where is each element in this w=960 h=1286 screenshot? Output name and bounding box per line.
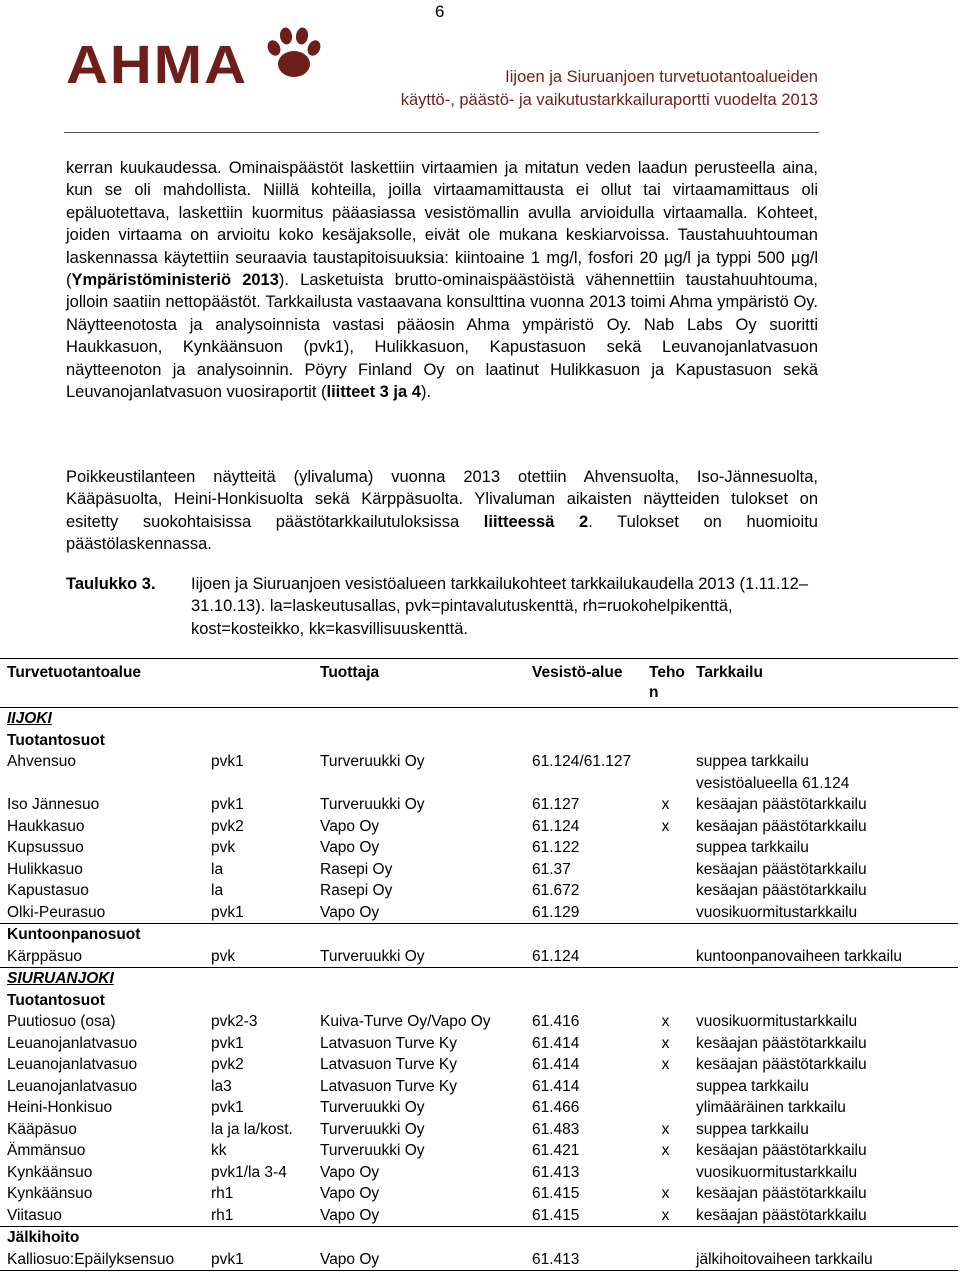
table-row: [0, 946, 958, 968]
water-area-cell: 61.129: [532, 903, 580, 921]
site-name-cell: Hulikkasuo: [7, 860, 83, 878]
table-row: [0, 1249, 958, 1271]
producer-cell: Rasepi Oy: [320, 882, 393, 899]
table-row: [0, 1119, 958, 1141]
site-name-cell: Kupsussuo: [7, 839, 84, 856]
monitoring-cell: suppea tarkkailu: [696, 839, 809, 856]
monitoring-cell: kesäajan päästötarkkailu: [696, 1142, 867, 1159]
section-name: SIURUANJOKI: [0, 968, 958, 990]
header-producer: Tuottaja: [320, 664, 380, 681]
table-group-row: [0, 1227, 958, 1249]
monitoring-sites-table: [0, 658, 958, 1271]
table-row: [0, 1054, 958, 1076]
site-type-cell: kk: [211, 1142, 227, 1159]
site-name-cell: Kapustasuo: [7, 882, 89, 899]
intensive-cell: x: [661, 796, 670, 813]
table-group-row: [0, 990, 958, 1012]
table-header-row: [0, 659, 958, 708]
site-name-cell: Kynkäänsuo: [7, 1185, 93, 1202]
site-name-cell: Iso Jännesuo: [7, 796, 100, 813]
header-intensive: [642, 659, 689, 708]
ahma-logo: [66, 22, 326, 94]
water-area-cell: 61.421: [532, 1142, 580, 1159]
section-name: IIJOKI: [0, 708, 958, 730]
monitoring-cell: kesäajan päästötarkkailu: [696, 1056, 867, 1073]
site-type-cell: pvk2: [211, 1056, 244, 1073]
site-type-cell: pvk2: [211, 817, 244, 835]
monitoring-cell: jälkihoitovaiheen tarkkailu: [689, 1249, 958, 1271]
site-type-cell: la: [211, 860, 224, 878]
water-area-cell: 61.413: [532, 1163, 580, 1181]
site-name-cell: Leuanojanlatvasuo: [7, 1056, 138, 1073]
producer-cell: Vapo Oy: [313, 1249, 525, 1271]
water-area-cell: 61.415: [532, 1206, 580, 1224]
table-row: [0, 751, 958, 794]
site-name-cell: Kynkäänsuo: [7, 1163, 93, 1181]
monitoring-cell: kesäajan päästötarkkailu: [696, 796, 867, 813]
water-area-cell: 61.124: [532, 817, 580, 835]
table-section-row: [0, 968, 958, 990]
paragraph-text: ). Lasketuista brutto-ominaispäästöistä vähennettiin taustahuuhtouma, jolloin saatiin nettopäästöt. Tarkkailusta vastaavana konsulttina vuonna 2013 toimi Ahma ympäristö Oy. Näytteenotosta ja analysoinnista vastasi pääosin Ahma ympäristö Oy. Nab Labs Oy suoritti Haukkasuon, Kynkäänsuon (pvk1), Hulikkasuon, Kapustasuon sekä Leuvanojanlatvasuon näytteenoton ja analysoinnin. Pöyry Finland Oy on laatinut Hulikkasuon ja Kapustasuon sekä Leuvanojanlatvasuon vuosiraportit (: [66, 271, 818, 402]
site-type-cell: pvk1: [211, 903, 244, 921]
monitoring-cell: [689, 751, 958, 794]
paragraph-exceptional-samples: [66, 466, 818, 556]
water-area-cell: 61.124/61.127: [532, 753, 632, 770]
water-area-cell: 61.413: [525, 1249, 642, 1271]
water-area-cell: 61.416: [532, 1013, 580, 1030]
table-group-row: [0, 730, 958, 752]
site-type-cell: pvk2-3: [211, 1013, 258, 1030]
producer-cell: Vapo Oy: [320, 1206, 380, 1224]
water-area-cell: 61.483: [532, 1120, 580, 1138]
site-type-cell: pvk: [211, 839, 236, 856]
site-type-cell: la3: [211, 1077, 232, 1095]
group-name: Jälkihoito: [0, 1227, 958, 1249]
intensive-cell: x: [661, 817, 670, 835]
paw-print-icon: [262, 22, 326, 86]
intensive-cell: [642, 1097, 689, 1119]
producer-cell: Turveruukki Oy: [320, 1099, 425, 1116]
monitoring-cell: kesäajan päästötarkkailu: [696, 860, 867, 878]
header-monitoring: Tarkkailu: [696, 664, 763, 681]
table-row: [0, 1076, 958, 1098]
site-type-cell: pvk: [211, 947, 236, 965]
header-line-1: Iijoen ja Siuruanjoen turvetuotantoalueiden: [505, 68, 818, 86]
monitoring-cell: kesäajan päästötarkkailu: [696, 1185, 867, 1202]
paragraph-text: . Tulokset on huomioitu päästölaskennassa.: [66, 512, 818, 554]
monitoring-cell: kuntoonpanovaiheen tarkkailu: [696, 947, 902, 965]
header-water-area-text: Vesistö-alue: [532, 664, 623, 681]
site-type-cell: la: [211, 882, 224, 899]
paragraph-text: Poikkeustilanteen näytteitä (ylivaluma) vuonna 2013 otettiin Ahvensuolta, Iso-Jännesuolta, Kääpäsuolta, Heini-Honkisuolta sekä Kärppäsuolta. Ylivaluman aikaisten näytteiden tulokset on esitetty suokohtaisissa päästötarkkailutuloksissa: [66, 468, 818, 531]
header-water-area: [525, 659, 642, 708]
monitoring-cell: vuosikuormitustarkkailu: [696, 1163, 858, 1181]
table-row: [0, 816, 958, 838]
monitoring-cell: suppea tarkkailu: [696, 1120, 809, 1138]
intensive-cell: [642, 1162, 689, 1184]
intensive-cell: [642, 946, 689, 968]
monitoring-cell: ylimääräinen tarkkailu: [696, 1099, 846, 1116]
intensive-cell: x: [661, 1206, 670, 1224]
monitoring-cell: kesäajan päästötarkkailu: [696, 817, 867, 835]
intensive-cell: x: [661, 1013, 670, 1030]
producer-cell: Kuiva-Turve Oy/Vapo Oy: [320, 1013, 491, 1030]
producer-cell: Turveruukki Oy: [320, 796, 425, 813]
header-line-2: käyttö-, päästö- ja vaikutustarkkailuraportti vuodelta 2013: [400, 91, 818, 109]
site-name-cell: Leuanojanlatvasuo: [7, 1034, 138, 1052]
water-area-cell: 61.37: [532, 860, 571, 878]
intensive-cell: [642, 837, 689, 859]
producer-cell: Turveruukki Oy: [320, 1120, 425, 1138]
intensive-cell: [642, 751, 689, 794]
site-type-cell: pvk1: [211, 1099, 244, 1116]
site-name-cell: Viitasuo: [7, 1206, 62, 1224]
table-row: [0, 859, 958, 881]
site-name-cell: Olki-Peurasuo: [7, 903, 106, 921]
site-type-cell: pvk1: [204, 1249, 313, 1271]
producer-cell: Vapo Oy: [320, 1163, 380, 1181]
intensive-cell: [642, 859, 689, 881]
site-type-cell: rh1: [211, 1206, 234, 1224]
site-name-cell: Heini-Honkisuo: [7, 1099, 113, 1116]
header-intensive-text: Tehon: [649, 664, 685, 701]
table-row: [0, 1011, 958, 1033]
logo-wordmark: AHMA: [66, 34, 248, 95]
intensive-cell: [642, 880, 689, 902]
intensive-cell: x: [661, 1056, 670, 1073]
header-area: Turvetuotantoalue: [7, 664, 142, 681]
site-name-cell: Ahvensuo: [7, 753, 76, 770]
table-row: [0, 837, 958, 859]
paragraph-text: ).: [420, 383, 432, 402]
monitoring-cell: kesäajan päästötarkkailu: [696, 1034, 867, 1052]
producer-cell: Latvasuon Turve Ky: [320, 1056, 457, 1073]
site-type-cell: pvk1: [211, 753, 244, 770]
table-caption-label: Taulukko 3.: [66, 575, 156, 593]
water-area-cell: 61.672: [532, 882, 580, 899]
site-name-cell: Puutiosuo (osa): [7, 1013, 116, 1030]
table-row: [0, 1033, 958, 1055]
producer-cell: Latvasuon Turve Ky: [320, 1034, 457, 1052]
producer-cell: Vapo Oy: [320, 903, 380, 921]
header-type: [204, 659, 313, 708]
producer-cell: Turveruukki Oy: [320, 1142, 425, 1159]
intensive-cell: [642, 1076, 689, 1098]
group-name: Kuntoonpanosuot: [0, 924, 958, 946]
intensive-cell: x: [661, 1142, 670, 1159]
site-name-cell: Ämmänsuo: [7, 1142, 86, 1159]
table-row: [0, 1162, 958, 1184]
reference-bold: Ympäristöministeriö 2013: [71, 271, 279, 290]
water-area-cell: 61.414: [532, 1034, 580, 1052]
table-row: [0, 902, 958, 924]
intensive-cell: x: [661, 1034, 670, 1052]
group-name: Tuotantosuot: [7, 991, 105, 1009]
paragraph-methods: [66, 157, 818, 403]
water-area-cell: 61.415: [532, 1185, 580, 1202]
intensive-cell: x: [661, 1185, 670, 1202]
report-header: [401, 66, 818, 112]
site-name-cell: Leuanojanlatvasuo: [7, 1077, 138, 1095]
producer-cell: Turveruukki Oy: [320, 947, 425, 965]
water-area-cell: 61.414: [532, 1077, 580, 1095]
intensive-cell: x: [661, 1120, 670, 1138]
table-row: [0, 1140, 958, 1162]
header-divider: [64, 132, 819, 133]
site-type-cell: pvk1/la 3-4: [211, 1163, 287, 1181]
site-type-cell: pvk1: [211, 796, 244, 813]
water-area-cell: 61.466: [532, 1099, 580, 1116]
monitoring-text: suppea tarkkailu: [696, 753, 809, 770]
water-area-cell: 61.127: [532, 796, 580, 813]
table-row: [0, 1097, 958, 1119]
water-area-cell: 61.414: [532, 1056, 580, 1073]
site-type-cell: la ja la/kost.: [211, 1120, 293, 1138]
table-caption-text: Iijoen ja Siuruanjoen vesistöalueen tarkkailukohteet tarkkailukaudella 2013 (1.11.12–31.10.13). la=laskeutusallas, pvk=pintavalutuskenttä, rh=ruokohelpikenttä, kost=kosteikko, kk=kasvillisuuskenttä.: [191, 575, 809, 638]
monitoring-cell: vuosikuormitustarkkailu: [696, 903, 858, 921]
page-number: 6: [435, 2, 445, 21]
appendix-reference: liitteet 3 ja 4: [326, 383, 421, 402]
table-group-row: [0, 924, 958, 946]
site-name-cell: Kääpäsuo: [7, 1120, 77, 1138]
producer-cell: Vapo Oy: [320, 1185, 380, 1202]
table-section-row: [0, 708, 958, 730]
producer-cell: Vapo Oy: [320, 817, 380, 835]
monitoring-cell: kesäajan päästötarkkailu: [696, 882, 867, 899]
table-row: [0, 1183, 958, 1205]
intensive-cell: [642, 1249, 689, 1271]
site-type-cell: pvk1: [211, 1034, 244, 1052]
monitoring-cell: suppea tarkkailu: [696, 1077, 809, 1095]
monitoring-cell: vuosikuormitustarkkailu: [696, 1013, 858, 1030]
paragraph-text: kerran kuukaudessa. Ominaispäästöt laskettiin virtaamien ja mitatun veden laadun perusteella aina, kun se oli mahdollista. Niillä kohteilla, joilla virtaamamittausta ei ollut tai virtaamamittaus oli epäluotettava, laskettiin kuormitus pääasiassa vesistömallin avulla arvioidulla virtaamalla. Kohteet, joiden virtaama on arvioitu koko kesäjaksolle, eivät ole mukana keskiarvoissa. Taustahuuhtouman laskennassa käytettiin seuraavia taustapitoisuuksia: kiintoaine 1 mg/l, fosfori 20 µg/l ja typpi 500 µg/l (: [66, 159, 818, 290]
site-name-cell: Haukkasuo: [7, 817, 85, 835]
site-name-cell: Kärppäsuo: [7, 947, 82, 965]
table-row: [0, 794, 958, 816]
appendix-reference: liitteessä 2: [483, 512, 589, 531]
table-row: [0, 880, 958, 902]
monitoring-text-cont: vesistöalueella 61.124: [696, 774, 850, 792]
producer-cell: Latvasuon Turve Ky: [320, 1077, 457, 1095]
site-type-cell: rh1: [211, 1185, 234, 1202]
producer-cell: Vapo Oy: [320, 839, 380, 856]
site-name-cell: Kalliosuo:Epäilyksensuo: [0, 1249, 204, 1271]
intensive-cell: [642, 902, 689, 924]
monitoring-cell: kesäajan päästötarkkailu: [696, 1206, 867, 1224]
table-row: [0, 1205, 958, 1227]
group-name: Tuotantosuot: [7, 731, 105, 749]
water-area-cell: 61.122: [532, 839, 580, 856]
water-area-cell: 61.124: [532, 947, 580, 965]
producer-cell: Turveruukki Oy: [320, 753, 425, 770]
producer-cell: Rasepi Oy: [320, 860, 393, 878]
